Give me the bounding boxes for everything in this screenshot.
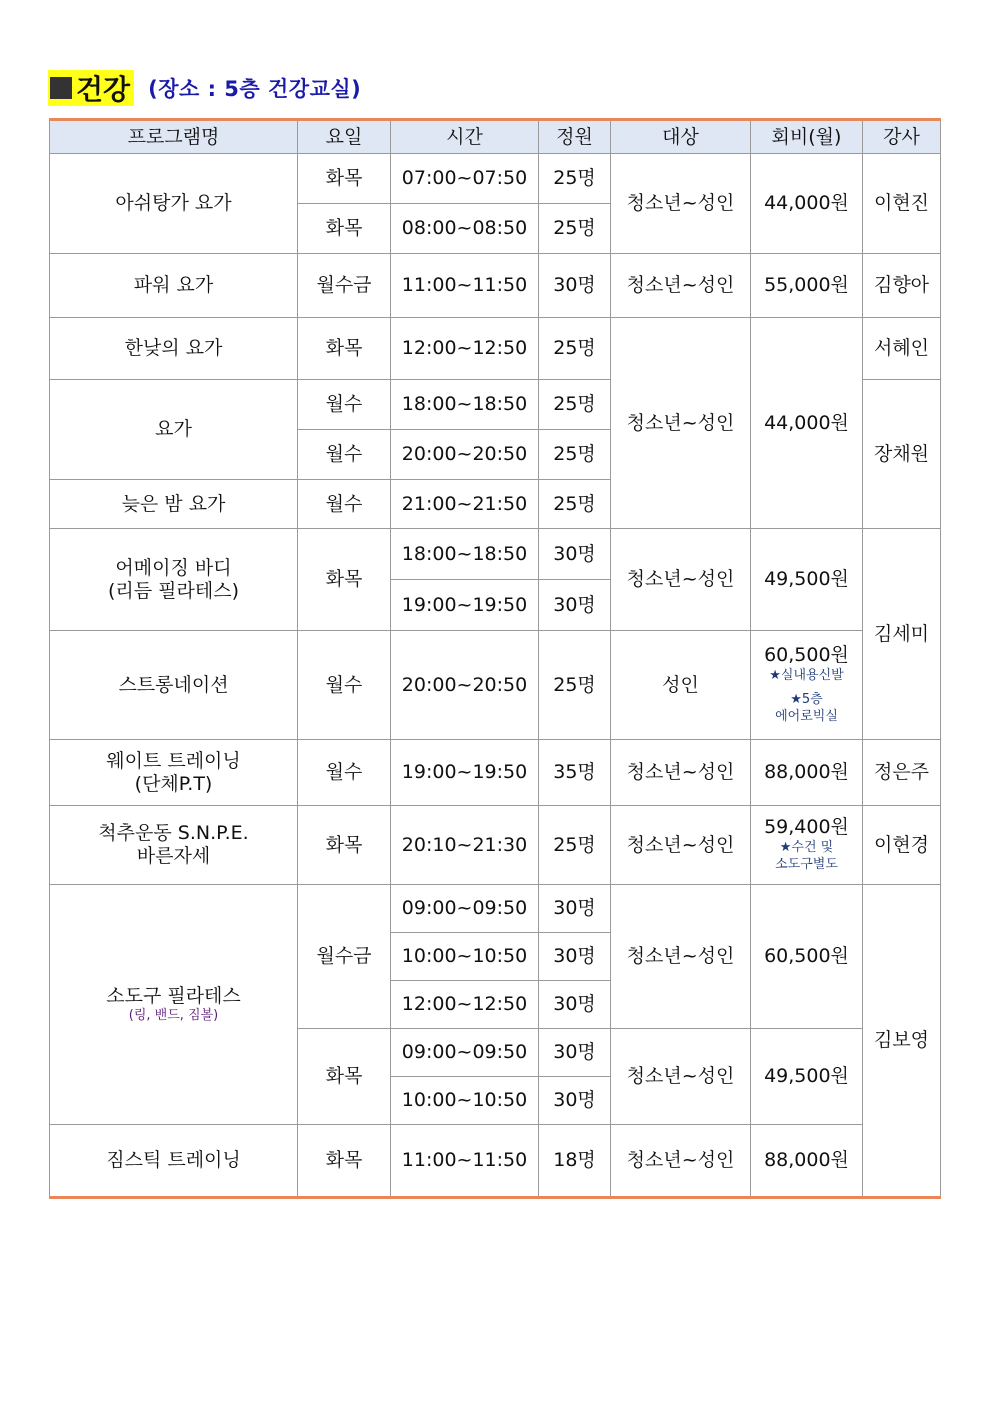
teacher-cell: 장채원 bbox=[863, 380, 941, 529]
table-row bbox=[50, 740, 941, 806]
fee-note-props: 소도구별도 bbox=[775, 857, 838, 873]
header-target: 대상 bbox=[611, 120, 751, 154]
time-cell: 19:00~19:50 bbox=[391, 740, 539, 806]
capacity-cell: 30명 bbox=[539, 1029, 611, 1077]
target-cell: 청소년~성인 bbox=[611, 885, 751, 1029]
header-fee: 회비(월) bbox=[751, 120, 863, 154]
day-cell: 월수금 bbox=[298, 254, 391, 318]
time-cell: 20:00~20:50 bbox=[391, 430, 539, 480]
fee-note-towel: ★수건 및 bbox=[779, 839, 834, 855]
program-cell: 아쉬탕가 요가 bbox=[50, 154, 298, 254]
fee-note-shoes: ★실내용신발 bbox=[769, 668, 844, 684]
capacity-cell: 25명 bbox=[539, 480, 611, 529]
capacity-cell: 25명 bbox=[539, 204, 611, 254]
day-cell: 화목 bbox=[298, 529, 391, 631]
time-cell: 20:00~20:50 bbox=[391, 631, 539, 740]
capacity-cell: 25명 bbox=[539, 318, 611, 380]
day-cell: 화목 bbox=[298, 806, 391, 885]
fee-cell: 49,500원 bbox=[751, 529, 863, 631]
time-cell: 11:00~11:50 bbox=[391, 254, 539, 318]
target-cell: 청소년~성인 bbox=[611, 740, 751, 806]
table-row bbox=[50, 631, 941, 740]
program-name: 소도구 필라테스 bbox=[106, 985, 241, 1008]
program-cell: 스트롱네이션 bbox=[50, 631, 298, 740]
time-cell: 19:00~19:50 bbox=[391, 580, 539, 631]
header-time: 시간 bbox=[391, 120, 539, 154]
capacity-cell: 18명 bbox=[539, 1125, 611, 1198]
fee-cell: 44,000원 bbox=[751, 154, 863, 254]
capacity-cell: 25명 bbox=[539, 430, 611, 480]
program-name-line2: 바른자세 bbox=[136, 845, 211, 867]
day-cell: 월수 bbox=[298, 740, 391, 806]
target-cell: 청소년~성인 bbox=[611, 529, 751, 631]
program-cell bbox=[50, 806, 298, 885]
teacher-cell: 정은주 bbox=[863, 740, 941, 806]
capacity-cell: 30명 bbox=[539, 1077, 611, 1125]
program-cell bbox=[50, 885, 298, 1125]
time-cell: 21:00~21:50 bbox=[391, 480, 539, 529]
target-cell: 청소년~성인 bbox=[611, 254, 751, 318]
table-row bbox=[50, 1125, 941, 1198]
day-cell: 월수 bbox=[298, 480, 391, 529]
header-teacher: 강사 bbox=[863, 120, 941, 154]
target-cell: 청소년~성인 bbox=[611, 806, 751, 885]
fee-cell: 88,000원 bbox=[751, 740, 863, 806]
program-name-line2: (단체P.T) bbox=[134, 772, 213, 795]
program-name-line2: (리듬 필라테스) bbox=[108, 579, 239, 602]
capacity-cell: 30명 bbox=[539, 529, 611, 580]
program-name-line1: 어메이징 바디 bbox=[115, 556, 232, 579]
section-heading bbox=[48, 70, 361, 106]
teacher-cell: 김향아 bbox=[863, 254, 941, 318]
time-cell: 09:00~09:50 bbox=[391, 885, 539, 933]
fee-cell: 88,000원 bbox=[751, 1125, 863, 1198]
time-cell: 10:00~10:50 bbox=[391, 1077, 539, 1125]
capacity-cell: 25명 bbox=[539, 631, 611, 740]
time-cell: 12:00~12:50 bbox=[391, 318, 539, 380]
program-cell bbox=[50, 740, 298, 806]
target-cell: 청소년~성인 bbox=[611, 154, 751, 254]
program-cell: 늦은 밤 요가 bbox=[50, 480, 298, 529]
program-cell: 요가 bbox=[50, 380, 298, 480]
fee-note-floor: ★5층 bbox=[790, 691, 823, 707]
header-program: 프로그램명 bbox=[50, 120, 298, 154]
table-header-row bbox=[50, 120, 941, 154]
program-subtitle: (링, 밴드, 짐볼) bbox=[128, 1008, 219, 1024]
target-cell: 청소년~성인 bbox=[611, 318, 751, 529]
square-bullet-icon bbox=[50, 77, 72, 99]
capacity-cell: 25명 bbox=[539, 806, 611, 885]
capacity-cell: 35명 bbox=[539, 740, 611, 806]
header-day: 요일 bbox=[298, 120, 391, 154]
target-cell: 청소년~성인 bbox=[611, 1125, 751, 1198]
program-cell: 파워 요가 bbox=[50, 254, 298, 318]
fee-cell: 60,500원 bbox=[751, 885, 863, 1029]
capacity-cell: 30명 bbox=[539, 254, 611, 318]
day-cell: 월수 bbox=[298, 380, 391, 430]
fee-cell bbox=[751, 806, 863, 885]
capacity-cell: 25명 bbox=[539, 380, 611, 430]
time-cell: 09:00~09:50 bbox=[391, 1029, 539, 1077]
day-cell: 화목 bbox=[298, 318, 391, 380]
fee-cell: 49,500원 bbox=[751, 1029, 863, 1125]
day-cell: 화목 bbox=[298, 1029, 391, 1125]
capacity-cell: 30명 bbox=[539, 981, 611, 1029]
time-cell: 07:00~07:50 bbox=[391, 154, 539, 204]
teacher-cell: 이현경 bbox=[863, 806, 941, 885]
capacity-cell: 30명 bbox=[539, 933, 611, 981]
time-cell: 11:00~11:50 bbox=[391, 1125, 539, 1198]
target-cell: 청소년~성인 bbox=[611, 1029, 751, 1125]
table-row bbox=[50, 254, 941, 318]
fee-cell: 44,000원 bbox=[751, 318, 863, 529]
day-cell: 화목 bbox=[298, 204, 391, 254]
header-capacity: 정원 bbox=[539, 120, 611, 154]
capacity-cell: 30명 bbox=[539, 885, 611, 933]
table-row bbox=[50, 806, 941, 885]
day-cell: 화목 bbox=[298, 1125, 391, 1198]
fee-amount: 59,400원 bbox=[764, 816, 849, 839]
day-cell: 화목 bbox=[298, 154, 391, 204]
table-row bbox=[50, 529, 941, 580]
teacher-cell: 김세미 bbox=[863, 529, 941, 740]
location-label: (장소 : 5층 건강교실) bbox=[148, 77, 362, 101]
program-name-line1: 척추운동 S.N.P.E. bbox=[98, 822, 249, 845]
capacity-cell: 25명 bbox=[539, 154, 611, 204]
time-cell: 18:00~18:50 bbox=[391, 380, 539, 430]
time-cell: 18:00~18:50 bbox=[391, 529, 539, 580]
day-cell: 월수 bbox=[298, 631, 391, 740]
teacher-cell: 김보영 bbox=[863, 885, 941, 1198]
teacher-cell: 서혜인 bbox=[863, 318, 941, 380]
program-cell bbox=[50, 529, 298, 631]
table-row bbox=[50, 318, 941, 380]
time-cell: 08:00~08:50 bbox=[391, 204, 539, 254]
day-cell: 월수금 bbox=[298, 885, 391, 1029]
fee-note-room: 에어로빅실 bbox=[775, 709, 838, 725]
table-row bbox=[50, 154, 941, 204]
day-cell: 월수 bbox=[298, 430, 391, 480]
program-cell: 짐스틱 트레이닝 bbox=[50, 1125, 298, 1198]
time-cell: 20:10~21:30 bbox=[391, 806, 539, 885]
time-cell: 12:00~12:50 bbox=[391, 981, 539, 1029]
fee-cell: 55,000원 bbox=[751, 254, 863, 318]
table-row bbox=[50, 885, 941, 933]
target-cell: 성인 bbox=[611, 631, 751, 740]
capacity-cell: 30명 bbox=[539, 580, 611, 631]
program-cell: 한낮의 요가 bbox=[50, 318, 298, 380]
heading-highlight bbox=[48, 70, 134, 106]
time-cell: 10:00~10:50 bbox=[391, 933, 539, 981]
section-title: 건강 bbox=[76, 73, 131, 106]
schedule-table bbox=[49, 118, 941, 1199]
teacher-cell: 이현진 bbox=[863, 154, 941, 254]
fee-cell bbox=[751, 631, 863, 740]
fee-amount: 60,500원 bbox=[764, 644, 849, 667]
program-name-line1: 웨이트 트레이닝 bbox=[106, 749, 241, 772]
